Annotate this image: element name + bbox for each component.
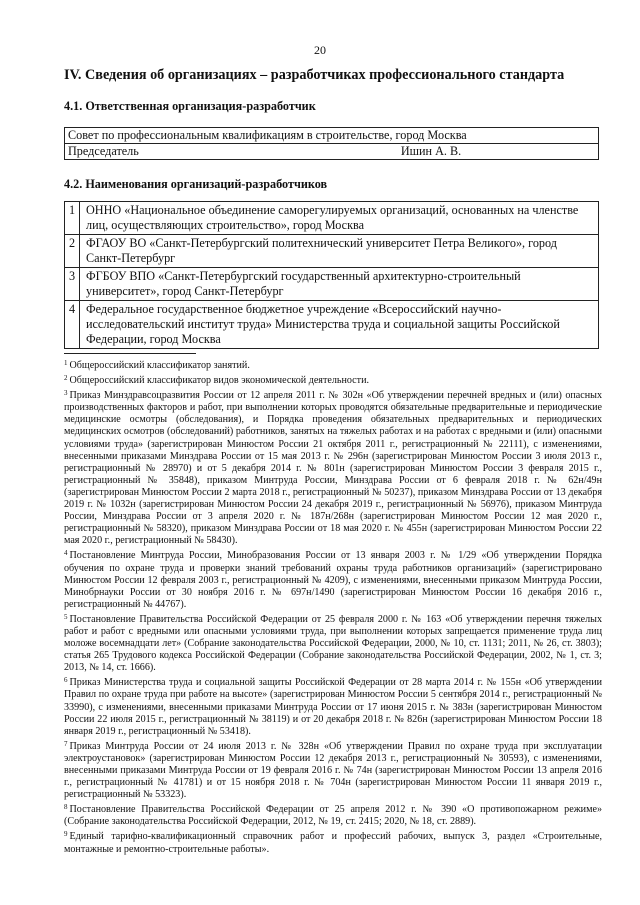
footnote-text: Приказ Минтруда России от 24 июля 2013 г. № 328н «Об утверждении Правил по охране труда при эксплуатации электроустановок» (зарегистрирован Минюстом России 12 декабря 2013 г., регистрационный № 30593), с изменениями, внесенными приказами Минтруда России от 19 февраля 2016 г. № 74н (зарегистрирован Минюстом России 13 апреля 2016 г., регистрационный № 41781) и от 15 ноября 2018 г. № 704н (зарегистрирован Минюстом России 11 января 2019 г., регистрационный № 53323). (64, 740, 602, 801)
chair-name: Ишин А. В. (400, 144, 462, 158)
footnote-text: Общероссийский классификатор занятий. (69, 360, 250, 371)
page-number: 20 (314, 43, 326, 57)
developer-orgs-table (64, 201, 599, 349)
footnote-mark: 2 (64, 374, 68, 383)
responsible-org-row (65, 128, 599, 144)
footnote-text: Общероссийский классификатор видов экономической деятельности. (69, 375, 369, 387)
table-row (65, 202, 599, 235)
footnote-mark: 1 (64, 359, 68, 367)
footnote-text: Единый тарифно-квалификационный справочник работ и профессий рабочих, выпуск 3, раздел «Строительные, монтажные и ремонтно-строительные работы». (64, 831, 602, 855)
section-title: IV. Сведения об организациях – разработчиках профессионального стандарта (64, 67, 565, 83)
responsible-org-name: Совет по профессиональным квалификациям в строительстве, город Москва (65, 128, 599, 144)
chair-label: Председатель (68, 144, 139, 158)
footnotes (64, 357, 602, 856)
footnote (64, 547, 602, 610)
footnote (64, 387, 602, 547)
responsible-org-table (64, 127, 599, 160)
row-number: 4 (65, 301, 80, 349)
footnote (64, 674, 602, 737)
footnote-divider (64, 353, 196, 354)
table-row (65, 301, 599, 349)
footnote-mark: 6 (64, 676, 68, 685)
table-row (65, 235, 599, 268)
footnote (64, 372, 602, 387)
footnote-text: Постановление Минтруда России, Минобразования России от 13 января 2003 г. № 1/29 «Об утверждении Порядка обучения по охране труда и проверки знаний требований охраны труда работников организаций» (зарегистрировано Минюстом России 12 февраля 2003 г., регистрационный № 4209), с изменениями, внесенными приказом Минтруда России, Минобрнауки России от 30 ноября 2016 г. № 697н/1490 (зарегистрирован Минюстом России 16 декабря 2016 г., регистрационный № 44767). (64, 550, 602, 610)
footnote-mark: 5 (64, 612, 68, 621)
footnote-mark: 9 (64, 830, 68, 839)
footnote-mark: 8 (64, 803, 68, 812)
org-name: ФГБОУ ВПО «Санкт-Петербургский государственный архитектурно-строительный университет», город Санкт-Петербург (80, 268, 599, 301)
developer-orgs-heading: 4.2. Наименования организаций-разработчиков (64, 177, 328, 191)
responsible-org-heading: 4.1. Ответственная организация-разработчик (64, 99, 316, 113)
org-name: Федеральное государственное бюджетное учреждение «Всероссийский научно-исследовательский институт труда» Министерства труда и социальной защиты Российской Федерации, город Москва (80, 301, 599, 349)
footnote-text: Приказ Министерства труда и социальной защиты Российской Федерации от 28 марта 2014 г. № 155н «Об утверждении Правил по охране труда при работе на высоте» (зарегистрирован Минюстом России 5 сентября 2014 г., регистрационный № 33990), с изменениями, внесенными приказами Минтруда России от 17 июня 2015 г. № 383н (зарегистрирован Минюстом России 22 июля 2015 г., регистрационный № 38119) и от 20 декабря 2018 г. № 826н (зарегистрирован Минюстом России 18 января 2019 г., регистрационный № 53418). (64, 677, 602, 737)
org-name: ОННО «Национальное объединение саморегулируемых организаций, основанных на членстве лиц, осуществляющих строительство», город Москва (80, 202, 599, 235)
row-number: 2 (65, 235, 80, 268)
chair-cell (65, 144, 599, 160)
row-number: 3 (65, 268, 80, 301)
footnote-text: Приказ Минздравсоцразвития России от 12 апреля 2011 г. № 302н «Об утверждении перечней вредных и (или) опасных производственных факторов и работ, при выполнении которых проводятся обязательные предварительные и периодические медицинские осмотры (обследования), и Порядка проведения обязательных предварительных и периодических медицинских осмотров (обследований) работников, занятых на тяжелых работах и на работах с вредными и (или) опасными условиями труда» (зарегистрирован Минюстом России 21 октября 2011 г., регистрационный № 22111), с изменениями, внесенными приказами Минздрава России от 15 мая 2013 г. № 296н (зарегистрирован Минюстом России 3 июля 2013 г., регистрационный № 28970) и от 5 декабря 2014 г. № 801н (зарегистрирован Минюстом России 3 февраля 2015 г., регистрационный № 35848), приказом Минтруда России, Минздрава России от 6 февраля 2018 г. № 62н/49н (зарегистрирован Минюстом России 2 марта 2018 г., регистрационный № 50237), приказом Минздрава России от 13 декабря 2019 г. № 1032н (зарегистрирован Минюстом России 24 декабря 2019 г., регистрационный № 56976), приказом Минтруда России, Минздрава России от 3 апреля 2020 г. № 187н/268н (зарегистрирован Минюстом России 12 мая 2020 г., регистрационный № 58320), приказом Минздрава России от 18 мая 2020 г. № 455н (зарегистрирован Минюстом России 22 мая 2020 г., регистрационный № 58430). (64, 390, 602, 547)
footnote (64, 801, 602, 828)
org-name: ФГАОУ ВО «Санкт-Петербургский политехнический университет Петра Великого», город Санкт-Петербург (80, 235, 599, 268)
footnote-mark: 4 (64, 549, 68, 558)
footnote-mark: 7 (64, 739, 68, 748)
footnote-mark: 3 (64, 389, 68, 398)
footnote (64, 738, 602, 801)
footnote-text: Постановление Правительства Российской Федерации от 25 февраля 2000 г. № 163 «Об утверждении перечня тяжелых работ и работ с вредными или опасными условиями труда, при выполнении которых запрещается применение труда лиц моложе восемнадцати лет» (Собрание законодательства Российской Федерации, 2000, № 10, ст. 1131; 2011, № 26, ст. 3803); статья 265 Трудового кодекса Российской Федерации (Собрание законодательства Российской Федерации, 2002, № 1, ст. 3; 2013, № 14, ст. 1666). (64, 613, 602, 674)
footnote (64, 611, 602, 674)
row-number: 1 (65, 202, 80, 235)
footnote (64, 357, 602, 372)
chair-row (65, 144, 599, 160)
footnote-text: Постановление Правительства Российской Федерации от 25 апреля 2012 г. № 390 «О противопожарном режиме» (Собрание законодательства Российской Федерации, 2012, № 19, ст. 2415; 2020, № 18, ст. 2889). (64, 804, 602, 828)
table-row (65, 268, 599, 301)
footnote (64, 828, 602, 855)
